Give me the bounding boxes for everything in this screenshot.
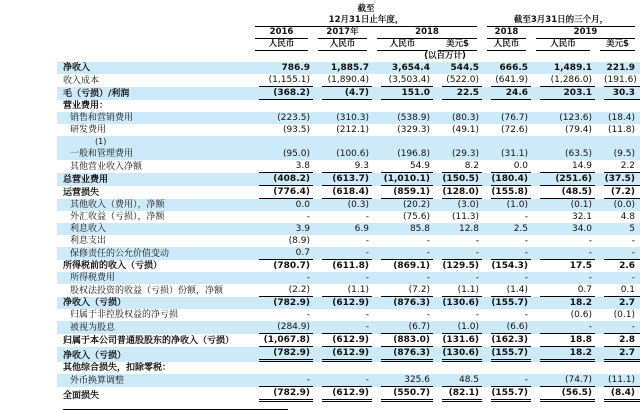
- value-cell: -: [588, 273, 593, 283]
- row-label: 毛（亏损）/利润: [63, 89, 130, 99]
- value-cell: (8.4): [595, 387, 640, 402]
- quarter-group-spacer: [482, 4, 640, 15]
- value-cell: 0.7: [531, 284, 595, 297]
- table-row: [57, 272, 640, 284]
- value-cell: -: [595, 247, 640, 260]
- value-cell: 3.8: [250, 160, 313, 173]
- value-cell: -: [426, 236, 430, 246]
- value-cell: (155.7): [491, 298, 529, 308]
- value-cell: (782.9): [250, 387, 313, 402]
- value-cell: (1.1): [313, 284, 372, 297]
- value-cell: 3,654.4: [391, 63, 430, 73]
- value-cell: (18.4): [607, 113, 636, 123]
- year-col-2016: 2016: [250, 27, 313, 39]
- header-spacer: [57, 39, 250, 51]
- year-col-2018-q1: 2018: [482, 27, 531, 39]
- value-cell: 32.1: [571, 212, 593, 222]
- row-label: 营业费用：: [63, 101, 109, 111]
- value-cell: 2.7: [619, 298, 636, 308]
- row-label: 净收入: [63, 63, 91, 73]
- table-row: [57, 100, 640, 112]
- value-cell: (20.2): [402, 200, 430, 210]
- value-cell: (618.4): [313, 186, 372, 199]
- value-cell: (49.1): [451, 125, 480, 135]
- value-cell: (11.1): [595, 374, 640, 387]
- value-cell: (0.6): [570, 310, 593, 320]
- currency-col-4: 美元$: [433, 39, 482, 51]
- value-cell: -: [365, 212, 369, 222]
- value-cell: (155.7): [482, 347, 531, 362]
- value-cell: (80.3): [451, 113, 480, 123]
- value-cell: (251.6): [531, 173, 595, 186]
- value-cell: 2.2: [595, 160, 640, 173]
- annual-group-line1: 截至: [357, 4, 375, 14]
- value-cell: (869.1): [393, 261, 430, 271]
- value-cell: [313, 100, 372, 112]
- row-label: 研发费用: [70, 125, 107, 135]
- row-label: 被视为股息: [70, 323, 116, 333]
- value-cell: [482, 100, 531, 112]
- value-cell: 14.9: [531, 160, 595, 173]
- value-cell: -: [306, 212, 310, 222]
- table-row: [57, 62, 640, 74]
- value-cell: 2.5: [513, 224, 529, 234]
- table-row: [57, 186, 640, 199]
- value-cell: (782.9): [250, 347, 313, 362]
- value-cell: (131.6): [433, 334, 482, 347]
- header-row-unit: [57, 51, 640, 62]
- value-cell: -: [631, 273, 636, 283]
- row-label: 利息收入: [70, 224, 107, 234]
- value-cell: (63.5): [564, 149, 593, 159]
- value-cell: (284.9): [250, 321, 313, 334]
- value-cell: 0.1: [595, 284, 640, 297]
- value-cell: [433, 362, 482, 374]
- value-cell: 544.5: [450, 63, 480, 73]
- row-label: 全面损失: [63, 391, 100, 401]
- header-row-group-top: [57, 4, 640, 15]
- value-cell: (310.3): [336, 113, 369, 123]
- value-cell: (329.3): [397, 125, 430, 135]
- table-row: [57, 87, 640, 100]
- value-cell: 2.7: [595, 347, 640, 362]
- unit-note: (以百万计): [424, 51, 466, 61]
- value-cell: (1.1): [433, 284, 482, 297]
- value-cell: -: [588, 236, 593, 246]
- value-cell: (876.3): [372, 347, 433, 362]
- value-cell: -: [475, 273, 480, 283]
- row-label: 其他综合损失，扣除零税：: [63, 363, 172, 373]
- annual-group-line2: 12月31日止年度，: [255, 15, 477, 27]
- row-label: 其他营业收入净额: [70, 162, 143, 172]
- row-label: 归属于非控股权益的净亏损: [70, 310, 179, 320]
- value-cell: (93.5): [282, 125, 310, 135]
- value-cell: [433, 100, 482, 112]
- row-label: 股权法投资的收益（亏损）份额，净额: [70, 286, 224, 296]
- value-cell: (550.7): [372, 387, 433, 402]
- value-cell: 4.8: [620, 212, 636, 222]
- value-cell: (3.0): [457, 200, 480, 210]
- value-cell: 786.9: [281, 63, 310, 73]
- header-row-years: [57, 27, 640, 39]
- value-cell: 18.2: [531, 347, 595, 362]
- value-cell: (641.9): [482, 74, 531, 87]
- value-cell: [595, 362, 640, 374]
- value-cell: (154.3): [491, 261, 529, 271]
- value-cell: (883.0): [372, 334, 433, 347]
- value-cell: (130.6): [442, 298, 480, 308]
- value-cell: 6.9: [354, 224, 369, 234]
- value-cell: 151.0: [372, 87, 433, 100]
- value-cell: (223.5): [277, 113, 310, 123]
- row-label: 归属于本公司普通股股东的净收入（亏损）: [63, 336, 235, 346]
- value-cell: (79.4): [564, 125, 593, 135]
- value-cell: -: [426, 310, 430, 320]
- value-cell: (1,010.1): [372, 173, 433, 186]
- row-label: 销售和营销费用: [70, 113, 134, 123]
- year-col-2019-q1: 2019: [531, 27, 640, 39]
- value-cell: -: [595, 321, 640, 334]
- value-cell: [482, 362, 531, 374]
- table-row: [57, 211, 640, 223]
- value-cell: [595, 100, 640, 112]
- value-cell: 30.3: [595, 87, 640, 100]
- value-cell: (29.3): [451, 149, 480, 159]
- value-cell: -: [531, 247, 595, 260]
- value-cell: -: [524, 273, 529, 283]
- value-cell: 203.1: [531, 87, 595, 100]
- table-row: [57, 334, 640, 347]
- value-cell: (155.7): [482, 387, 531, 402]
- header-spacer: [57, 4, 250, 15]
- value-cell: [250, 100, 313, 112]
- value-cell: (0.3): [347, 200, 369, 210]
- value-cell: 54.9: [372, 160, 433, 173]
- value-cell: -: [306, 273, 310, 283]
- value-cell: (3,503.4): [372, 74, 433, 87]
- table-row: [57, 160, 640, 173]
- value-cell: (613.7): [313, 173, 372, 186]
- value-cell: (150.5): [433, 173, 482, 186]
- value-cell: (212.1): [336, 125, 369, 135]
- value-cell: 221.9: [606, 63, 636, 73]
- value-cell: [250, 362, 313, 374]
- value-cell: (612.9): [313, 347, 372, 362]
- value-cell: (780.7): [273, 261, 310, 271]
- value-cell: (48.5): [531, 186, 595, 199]
- value-cell: (129.5): [442, 261, 480, 271]
- row-label: 所得税前的收入（亏损）: [63, 261, 163, 271]
- value-cell: 34.0: [571, 224, 593, 234]
- row-label: 总营业费用: [63, 175, 109, 185]
- value-cell: 2.6: [619, 261, 636, 271]
- currency-col-6: 人民币: [531, 39, 595, 51]
- value-cell: 9.3: [313, 160, 372, 173]
- table-row: [57, 297, 640, 309]
- value-cell: 0.7: [250, 247, 313, 260]
- table-row: [57, 347, 640, 362]
- table-row: [57, 362, 640, 374]
- value-cell: -: [524, 212, 529, 222]
- value-cell: (408.2): [250, 173, 313, 186]
- financial-statement-page: [0, 4, 640, 405]
- value-cell: (859.1): [372, 186, 433, 199]
- value-cell: -: [313, 321, 372, 334]
- value-cell: (1,155.1): [250, 74, 313, 87]
- value-cell: (0.0): [613, 200, 636, 210]
- value-cell: -: [482, 247, 531, 260]
- value-cell: [531, 362, 595, 374]
- table-row: [57, 387, 640, 402]
- row-label: 外币换算调整: [70, 376, 125, 386]
- row-label: 所得税费用: [70, 273, 116, 283]
- value-cell: (6.7): [372, 321, 433, 334]
- value-cell: (7.2): [595, 186, 640, 199]
- value-cell: [531, 100, 595, 112]
- value-cell: 5: [629, 224, 636, 234]
- value-cell: -: [313, 374, 372, 387]
- value-cell: (611.8): [332, 261, 369, 271]
- value-cell: -: [531, 321, 595, 334]
- value-cell: -: [631, 236, 636, 246]
- table-row: [57, 284, 640, 297]
- value-cell: 666.5: [499, 63, 529, 73]
- value-cell: [313, 362, 372, 374]
- value-cell: (191.6): [595, 74, 640, 87]
- value-cell: (1,890.4): [313, 74, 372, 87]
- value-cell: (612.9): [313, 387, 372, 402]
- table-body: [57, 62, 640, 402]
- value-cell: (538.9): [397, 113, 430, 123]
- value-cell: (7.2): [372, 284, 433, 297]
- value-cell: (82.1): [433, 387, 482, 402]
- value-cell: (11.8): [607, 125, 636, 135]
- quarter-group-header: [482, 15, 640, 27]
- value-cell: 0.0: [482, 160, 531, 173]
- value-cell: (31.1): [500, 149, 529, 159]
- table-row: [57, 124, 640, 136]
- table-row: [57, 235, 640, 247]
- value-cell: (130.6): [433, 347, 482, 362]
- value-cell: (128.0): [433, 186, 482, 199]
- value-cell: (4.7): [313, 87, 372, 100]
- value-cell: (180.4): [482, 173, 531, 186]
- value-cell: (612.9): [313, 334, 372, 347]
- value-cell: 18.8: [531, 334, 595, 347]
- value-cell: (95.0): [282, 149, 310, 159]
- value-cell: (522.0): [433, 74, 482, 87]
- table-row: [57, 173, 640, 186]
- row-label: 其他收入（费用），净额: [70, 200, 165, 210]
- header-row-currencies: [57, 39, 640, 51]
- table-row: [57, 74, 640, 87]
- value-cell: (1.4): [482, 284, 531, 297]
- value-cell: [372, 362, 433, 374]
- table-row: [57, 223, 640, 235]
- income-statement-table: [57, 4, 640, 402]
- value-cell: -: [433, 247, 482, 260]
- value-cell: 3.9: [295, 224, 310, 234]
- value-cell: (776.4): [250, 186, 313, 199]
- value-cell: [372, 100, 433, 112]
- row-label: 保修责任的公允价值变动: [70, 249, 170, 259]
- value-cell: (37.5): [595, 173, 640, 186]
- value-cell: (782.9): [273, 298, 310, 308]
- value-cell: -: [365, 310, 369, 320]
- value-cell: -: [306, 310, 310, 320]
- value-cell: (11.3): [451, 212, 480, 222]
- value-cell: -: [426, 273, 430, 283]
- value-cell: 0.0: [295, 200, 310, 210]
- value-cell: (74.7): [531, 374, 595, 387]
- table-row: [57, 374, 640, 387]
- value-cell: 2.8: [595, 334, 640, 347]
- header-spacer: [57, 51, 250, 62]
- row-label: 净收入（亏损）: [63, 298, 127, 308]
- value-cell: -: [475, 236, 480, 246]
- value-cell: (72.6): [500, 125, 529, 135]
- value-cell: (1,067.8): [250, 334, 313, 347]
- header-spacer: [57, 27, 250, 39]
- value-cell: (876.3): [393, 298, 430, 308]
- currency-col-7: 美元$: [595, 39, 640, 51]
- value-cell: (1.0): [433, 321, 482, 334]
- table-header: [57, 4, 640, 62]
- value-cell: -: [482, 374, 531, 387]
- footnote-marker: (1): [95, 137, 107, 146]
- value-cell: (6.6): [482, 321, 531, 334]
- value-cell: 12.8: [458, 224, 480, 234]
- annual-group-header: [250, 15, 482, 27]
- value-cell: (0.1): [613, 310, 636, 320]
- value-cell: (75.6): [402, 212, 430, 222]
- table-row: [57, 260, 640, 272]
- value-cell: 85.8: [409, 224, 430, 234]
- value-cell: (1.0): [506, 200, 529, 210]
- currency-col-3: 人民币: [372, 39, 433, 51]
- header-spacer: [57, 15, 250, 27]
- value-cell: 325.6: [372, 374, 433, 387]
- value-cell: (76.7): [500, 113, 529, 123]
- row-label: [57, 136, 250, 160]
- quarter-group-label: 截至3月31日的三个月，: [487, 15, 635, 27]
- currency-col-5: 人民币: [482, 39, 531, 51]
- value-cell: -: [524, 236, 529, 246]
- currency-col-1: 人民币: [250, 39, 313, 51]
- value-cell: (0.1): [570, 200, 593, 210]
- row-label: 外汇收益（亏损），净额: [70, 212, 165, 222]
- row-label: 收入成本: [63, 76, 100, 86]
- value-cell: (8.9): [288, 236, 310, 246]
- value-cell: -: [365, 236, 369, 246]
- value-cell: 1,489.1: [553, 63, 593, 73]
- value-cell: (2.2): [250, 284, 313, 297]
- table-row: [57, 321, 640, 334]
- table-row: [57, 309, 640, 321]
- value-cell: -: [524, 310, 529, 320]
- value-cell: (162.3): [482, 334, 531, 347]
- value-cell: 24.6: [482, 87, 531, 100]
- value-cell: -: [313, 247, 372, 260]
- value-cell: -: [372, 247, 433, 260]
- year-col-2018-annual: 2018: [372, 27, 482, 39]
- value-cell: -: [475, 310, 480, 320]
- currency-col-2: 人民币: [313, 39, 372, 51]
- value-cell: 1,885.7: [330, 63, 369, 73]
- value-cell: (368.2): [250, 87, 313, 100]
- value-cell: 17.5: [569, 261, 593, 271]
- value-cell: 48.5: [433, 374, 482, 387]
- value-cell: (123.6): [559, 113, 593, 123]
- row-label-text: 一般和管理费用: [70, 149, 134, 159]
- value-cell: (9.5): [613, 149, 636, 159]
- row-label: 利息支出: [70, 236, 107, 246]
- row-label: 运营损失: [63, 188, 100, 198]
- value-cell: (612.9): [332, 298, 369, 308]
- table-row: [57, 112, 640, 124]
- year-col-2017: 2017年: [313, 27, 372, 39]
- header-row-group: [57, 15, 640, 27]
- row-label: 净收入（亏损）: [63, 351, 127, 361]
- value-cell: (56.5): [531, 387, 595, 402]
- annual-group-header-top: [250, 4, 482, 15]
- value-cell: -: [365, 273, 369, 283]
- table-row: [57, 199, 640, 211]
- value-cell: 18.2: [569, 298, 593, 308]
- value-cell: 8.2: [433, 160, 482, 173]
- table-row: [57, 247, 640, 260]
- value-cell: (1,286.0): [531, 74, 595, 87]
- value-cell: -: [250, 374, 313, 387]
- value-cell: (100.6): [336, 149, 369, 159]
- value-cell: (155.8): [482, 186, 531, 199]
- table-row: [57, 136, 640, 160]
- value-cell: (196.8): [397, 149, 430, 159]
- value-cell: 22.5: [433, 87, 482, 100]
